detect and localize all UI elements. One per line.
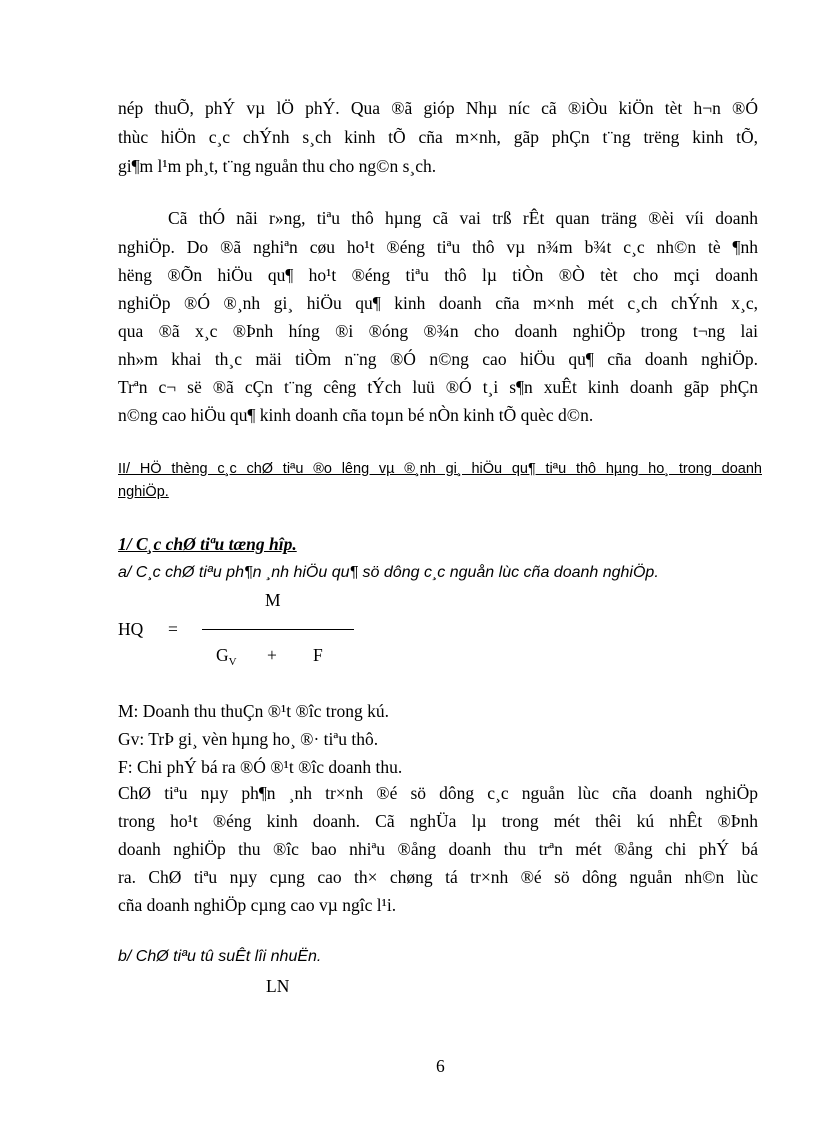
paragraph-2-line: Trªn c¬ së ®ã cÇn t¨ng cêng tÝch luü ®Ó t¸i s¶n xuÊt kinh doanh gãp phÇn bbox=[118, 377, 758, 397]
paragraph-3-line: doanh nghiÖp thu ®îc bao nhiªu ®ång doanh thu trªn mét ®ång chi phÝ bá bbox=[118, 839, 758, 859]
paragraph-2-line: n©ng cao hiÖu qu¶ kinh doanh cña toµn bé nÒn kinh tÕ quèc d©n. bbox=[118, 405, 594, 425]
formula-lhs: HQ bbox=[118, 619, 144, 639]
section-title-line: nghiÖp. bbox=[118, 484, 169, 500]
fraction-bar bbox=[202, 629, 354, 630]
paragraph-1-line: nép thuÕ, phÝ vµ lÖ phÝ. Qua ®ã gióp Nhµ níc cã ®iÒu kiÖn tèt h¬n ®Ó bbox=[118, 98, 758, 118]
formula-g-symbol: G bbox=[216, 645, 229, 665]
paragraph-2-line: qua ®ã x¸c ®Þnh híng ®i ®óng ®¾n cho doanh nghiÖp trong t¬ng lai bbox=[118, 321, 758, 341]
paragraph-1-line: gi¶m l¹m ph¸t, t¨ng nguån thu cho ng©n s¸ch. bbox=[118, 156, 437, 176]
formula-denominator-f: F bbox=[313, 645, 323, 665]
paragraph-3-line: ra. ChØ tiªu nµy cµng cao th× chøng tá tr×nh ®é sö dông nguån nh©n lùc bbox=[118, 867, 758, 887]
definition-item: F: Chi phÝ bá ra ®Ó ®¹t ®îc doanh thu. bbox=[118, 757, 403, 777]
paragraph-3-line: trong ho¹t ®éng kinh doanh. Cã nghÜa lµ trong mét thêi kú nhÊt ®Þnh bbox=[118, 811, 758, 831]
subheading-b: b/ ChØ tiªu tû suÊt lîi nhuËn. bbox=[118, 948, 322, 965]
formula-equals: = bbox=[168, 619, 178, 639]
paragraph-2-line: nh»m khai th¸c mäi tiÒm n¨ng ®Ó n©ng cao hiÖu qu¶ cña doanh nghiÖp. bbox=[118, 349, 758, 369]
formula-plus: + bbox=[267, 645, 277, 665]
paragraph-2-line: hëng ®Õn hiÖu qu¶ ho¹t ®éng tiªu thô lµ tiÒn ®Ò tèt cho mçi doanh bbox=[118, 265, 758, 285]
paragraph-2-line: nghiÖp ®Ó ®¸nh gi¸ hiÖu qu¶ kinh doanh cña m×nh mét c¸ch chÝnh x¸c, bbox=[118, 293, 758, 313]
definition-item: Gv: TrÞ gi¸ vèn hµng ho¸ ®· tiªu thô. bbox=[118, 729, 379, 749]
formula-denominator-g bbox=[216, 644, 237, 673]
formula-numerator: M bbox=[265, 590, 281, 610]
section-title-line: II/ HÖ thèng c¸c chØ tiªu ®o lêng vµ ®¸nh gi¸ hiÖu qu¶ tiªu thô hµng ho¸ trong doanh bbox=[118, 461, 762, 477]
paragraph-2-line: Cã thÓ nãi r»ng, tiªu thô hµng cã vai trß rÊt quan träng ®èi víi doanh bbox=[168, 208, 758, 228]
heading-general-indicators: 1/ C¸c chØ tiªu tæng hîp. bbox=[118, 534, 297, 554]
paragraph-1-line: thùc hiÖn c¸c chÝnh s¸ch kinh tÕ cña m×nh, gãp phÇn t¨ng trëng kinh tÕ, bbox=[118, 127, 758, 147]
paragraph-3-line: ChØ tiªu nµy ph¶n ¸nh tr×nh ®é sö dông c¸c nguån lùc cña doanh nghiÖp bbox=[118, 783, 758, 803]
definition-item: M: Doanh thu thuÇn ®¹t ®îc trong kú. bbox=[118, 701, 389, 721]
subheading-a: a/ C¸c chØ tiªu ph¶n ¸nh hiÖu qu¶ sö dông c¸c nguån lùc cña doanh nghiÖp. bbox=[118, 564, 659, 581]
page-number: 6 bbox=[436, 1056, 445, 1076]
paragraph-3-line: cña doanh nghiÖp cµng cao vµ ngîc l¹i. bbox=[118, 895, 397, 915]
paragraph-2-line: nghiÖp. Do ®ã nghiªn cøu ho¹t ®éng tiªu thô vµ n¾m b¾t c¸c nh©n tè ¶nh bbox=[118, 237, 758, 257]
formula-profit-numerator: LN bbox=[266, 976, 290, 996]
formula-g-subscript: V bbox=[228, 656, 237, 668]
